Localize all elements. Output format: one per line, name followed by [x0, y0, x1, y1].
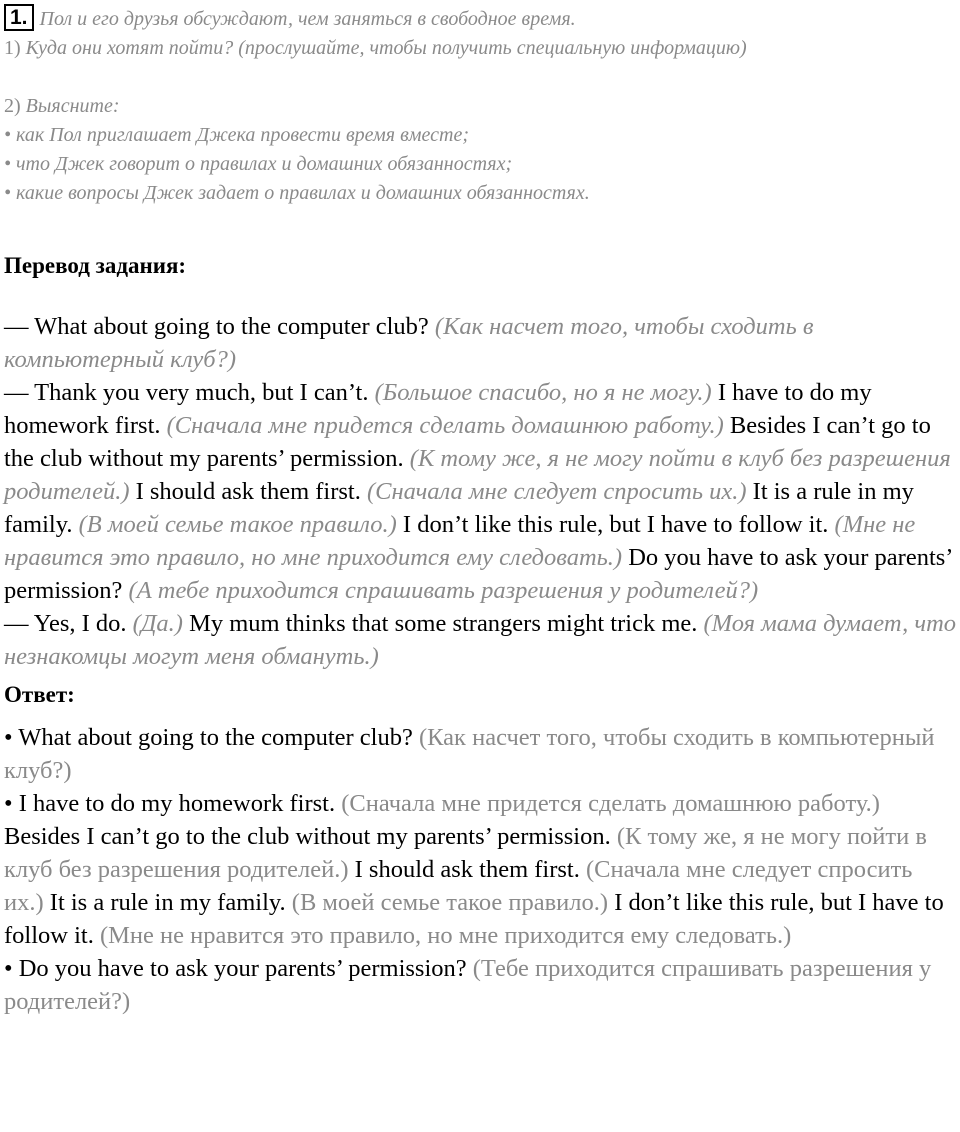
translation-heading: Перевод задания:	[4, 253, 187, 278]
translation-english-text: — Thank you very much, but I can’t.	[4, 379, 375, 406]
answer-russian-text: (Сначала мне придется сделать домашнюю работу.)	[341, 790, 880, 817]
answer-russian-text: (Как насчет того, чтобы сходить в компьютерный клуб?)	[4, 724, 935, 784]
task-number-badge: 1.	[4, 4, 34, 31]
translation-english-text: I don’t like this rule, but I have to follow it.	[396, 511, 835, 538]
translation-paragraph	[4, 607, 958, 673]
task-intro: Пол и его друзья обсуждают, чем заняться в свободное время.	[39, 8, 576, 30]
answer-english-text: It is a rule in my family.	[43, 889, 292, 916]
answer-russian-text: (Сначала мне следует спросить их.)	[4, 856, 913, 916]
translation-russian-text: (Мне не нравится это правило, но мне приходится ему следовать.)	[4, 511, 916, 571]
translation-russian-text: (Да.)	[132, 610, 183, 637]
answer-russian-text: (К тому же, я не могу пойти в клуб без разрешения родителей.)	[4, 823, 927, 883]
task-bullet: • какие вопросы Джек задает о правилах и домашних обязанностях.	[4, 182, 590, 204]
translation-body	[4, 310, 958, 673]
task-q2-text: Выясните:	[25, 95, 120, 117]
translation-english-text: Do you have to ask your parents’ permission?	[4, 544, 952, 604]
translation-russian-text: (Моя мама думает, что незнакомцы могут меня обмануть.)	[4, 610, 957, 670]
task-q1-number: 1)	[4, 37, 21, 59]
spacer	[4, 208, 958, 252]
translation-paragraph	[4, 310, 958, 376]
task-block	[4, 4, 958, 208]
task-intro-line	[4, 4, 958, 34]
translation-english-text: It is a rule in my family.	[4, 478, 914, 538]
answer-english-text: I don’t like this rule, but I have to follow it.	[4, 889, 944, 949]
translation-english-text: I have to do my homework first.	[4, 379, 872, 439]
document-page	[4, 4, 958, 1018]
translation-russian-text: (Сначала мне придется сделать домашнюю работу.)	[166, 412, 724, 439]
translation-russian-text: (К тому же, я не могу пойти в клуб без разрешения родителей.)	[4, 445, 951, 505]
translation-paragraph	[4, 376, 958, 607]
answer-russian-text: (Мне не нравится это правило, но мне приходится ему следовать.)	[99, 922, 792, 949]
spacer	[4, 63, 958, 92]
answer-english-text: Besides I can’t go to the club without my parents’ permission.	[4, 823, 617, 850]
answer-paragraph	[4, 787, 958, 952]
task-q2-number: 2)	[4, 95, 21, 117]
task-question-1	[4, 34, 958, 63]
task-q1-text: Куда они хотят пойти? (прослушайте, чтобы получить специальную информацию)	[25, 37, 747, 59]
answer-body	[4, 721, 958, 1018]
spacer	[4, 280, 958, 310]
translation-english-text: — What about going to the computer club?	[4, 313, 435, 340]
translation-english-text: My mum thinks that some strangers might trick me.	[182, 610, 704, 637]
translation-russian-text: (А тебе приходится спрашивать разрешения у родителей?)	[128, 577, 759, 604]
translation-english-text: — Yes, I do.	[4, 610, 133, 637]
translation-russian-text: (Сначала мне следует спросить их.)	[366, 478, 747, 505]
answer-paragraph	[4, 721, 958, 787]
answer-russian-text: (Тебе приходится спрашивать разрешения у родителей?)	[4, 955, 932, 1015]
translation-russian-text: (Как насчет того, чтобы сходить в компьютерный клуб?)	[4, 313, 814, 373]
translation-russian-text: (Большое спасибо, но я не могу.)	[374, 379, 712, 406]
answer-english-text: • What about going to the computer club?	[4, 724, 419, 751]
task-bullet: • что Джек говорит о правилах и домашних обязанностях;	[4, 153, 513, 175]
answer-heading: Ответ:	[4, 682, 75, 707]
task-question-2	[4, 92, 958, 121]
answer-english-text: I should ask them first.	[348, 856, 586, 883]
translation-english-text: I should ask them first.	[129, 478, 367, 505]
spacer	[4, 673, 958, 681]
answer-english-text: • Do you have to ask your parents’ permission?	[4, 955, 473, 982]
translation-english-text: Besides I can’t go to the club without my parents’ permission.	[4, 412, 931, 472]
answer-english-text: • I have to do my homework first.	[4, 790, 342, 817]
task-bullet: • как Пол приглашает Джека провести время вместе;	[4, 124, 469, 146]
answer-russian-text: (В моей семье такое правило.)	[291, 889, 609, 916]
spacer	[4, 709, 958, 721]
answer-paragraph	[4, 952, 958, 1018]
translation-russian-text: (В моей семье такое правило.)	[78, 511, 397, 538]
